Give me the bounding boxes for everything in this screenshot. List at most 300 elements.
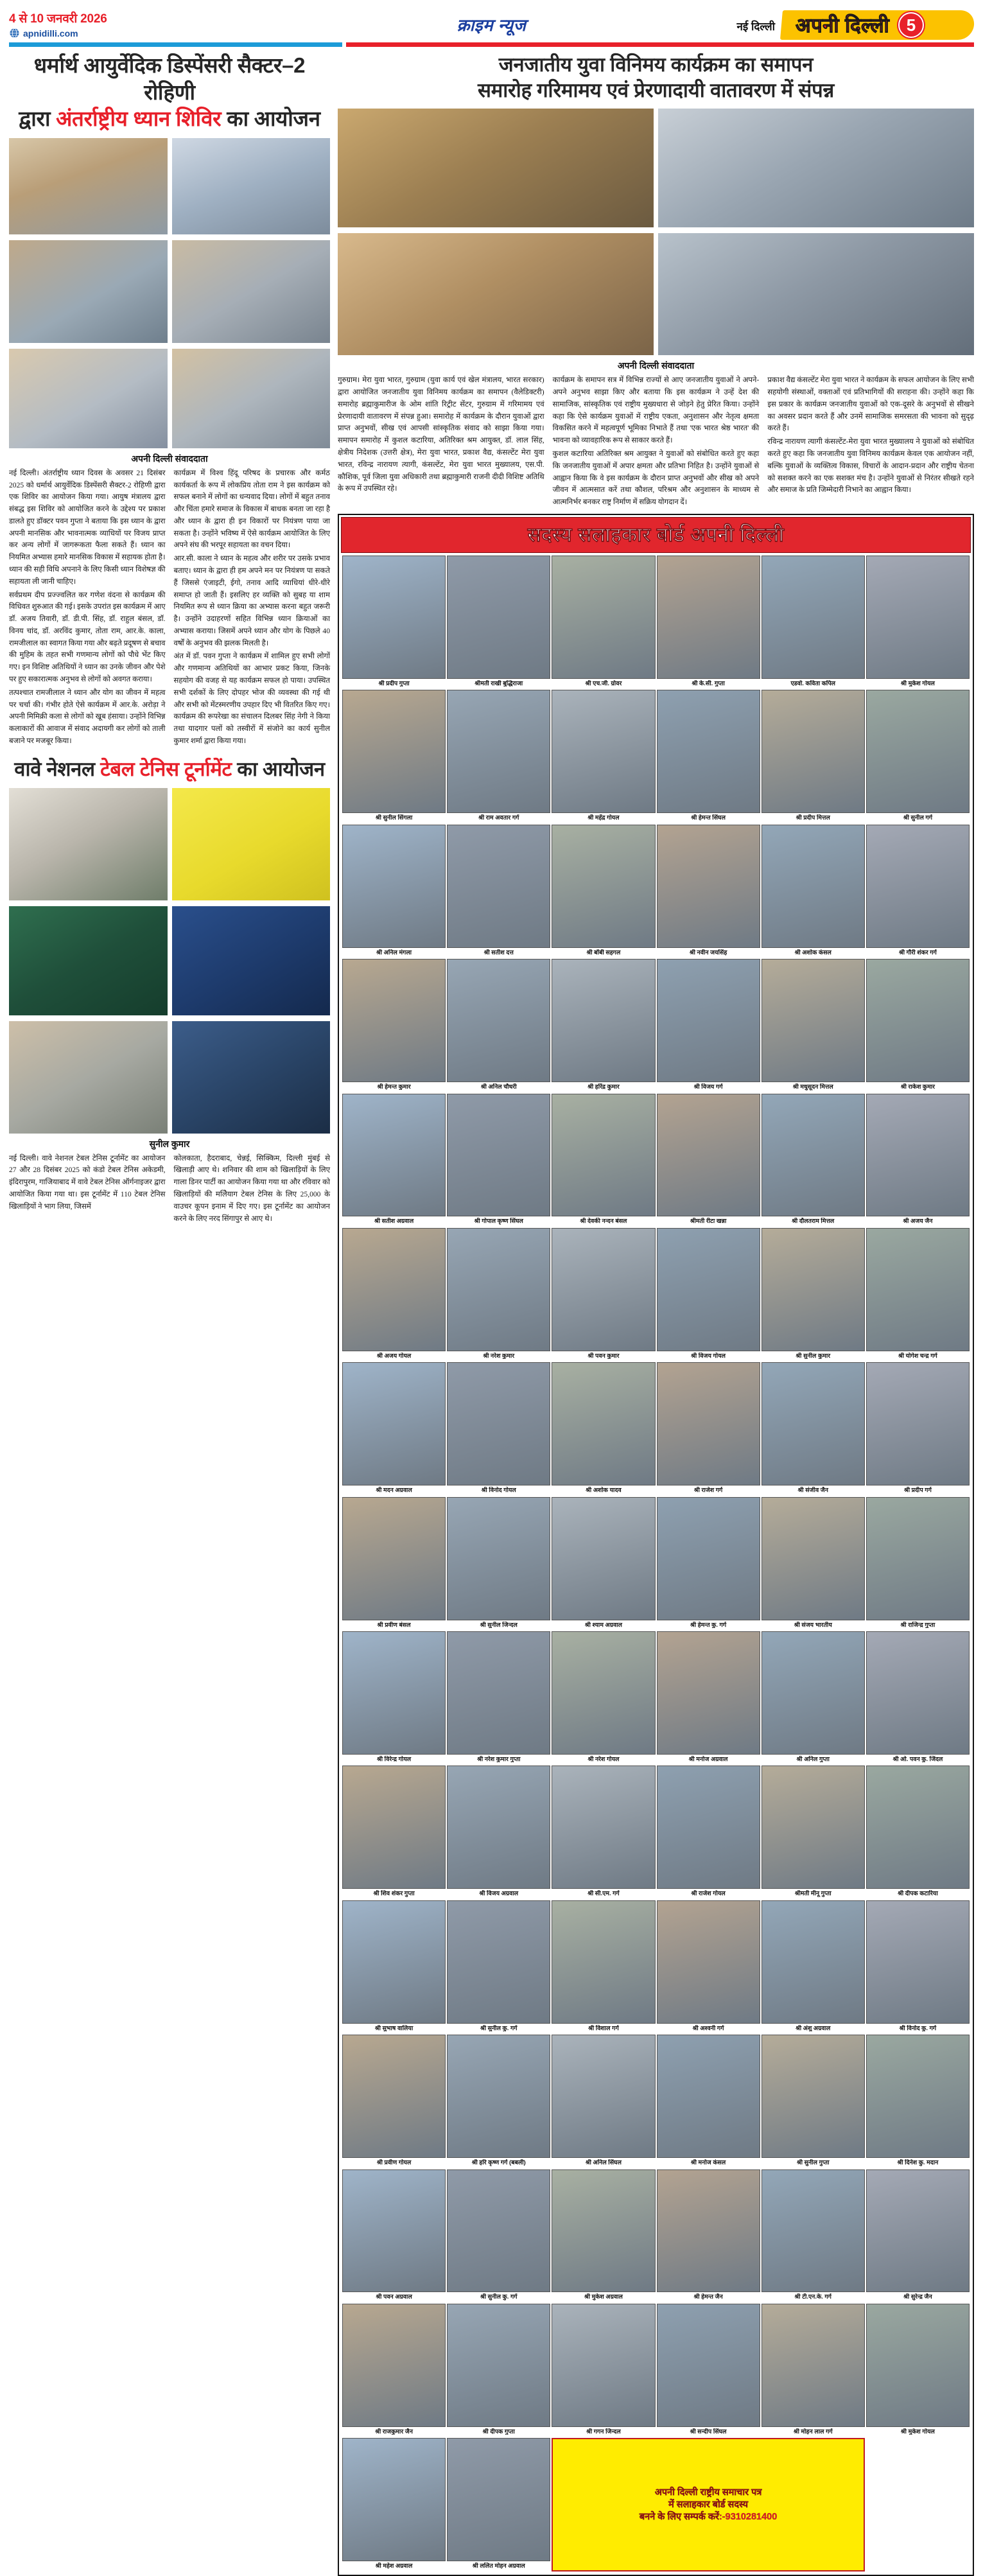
board-member-photo (761, 1631, 865, 1755)
board-member-photo (657, 556, 760, 679)
board-member-name: श्री विजय गर्ग (693, 1083, 723, 1090)
paragraph: गुरुग्राम। मेरा युवा भारत, गुरुग्राम (युवा कार्य एवं खेल मंत्रालय, भारत सरकार) द्वारा आयोजित जनजातीय युवा विनिमय कार्यक्रम का समापन (वैलेडिक्टरी) समारोह ब्रह्माकुमारीज के ओम शांति रिट्रीट सेंटर, गुरुग्राम में गरिमामय एवं प्रेरणादायी वातावरण में संपन्न हुआ। समारोह में कार्यक्रम के दौरान युवाओं द्वारा प्राप्त अनुभवों, सीख एवं आपसी सांस्कृतिक संवाद को साझा किया गया। समापन समारोह में कुशल कटारिया, अतिरिक्त श्रम आयुक्त, डॉ. लाल सिंह, क्षेत्रीय निदेशक (उत्तरी क्षेत्र), मेरा युवा भारत, प्रकाश वैद्य, कंसल्टेंट मेरा युवा भारत, रविन्द्र नारायण त्यागी, कंसल्टेंट, मेरा युवा भारत मुख्यालय, एस.पी. कौशिक, पूर्व जिला युवा अधिकारी तथा ब्रह्माकुमारी राजनी दीदी विशिष्ट अतिथि के रूप में उपस्थित रहे। (338, 376, 544, 493)
board-member-photo (761, 2304, 865, 2427)
board-member (447, 2035, 550, 2168)
board-member (866, 690, 970, 823)
board-member-photo (866, 2169, 970, 2293)
board-member (447, 690, 550, 823)
board-member-name: श्री पवन कुमार (587, 1352, 620, 1359)
board-member-photo (342, 2035, 446, 2158)
board-member (657, 2169, 760, 2302)
board-member-photo (552, 2304, 655, 2427)
board-member (552, 690, 655, 823)
board-member (552, 1631, 655, 1764)
board-member-photo (657, 1228, 760, 1351)
board-member-photo (342, 2438, 446, 2561)
board-member-name: श्री अनिल गुप्ता (796, 1755, 830, 1762)
board-member-photo (552, 959, 655, 1082)
board-member-photo (342, 2304, 446, 2427)
board-member-photo (761, 1766, 865, 1889)
board-member-photo (761, 2035, 865, 2158)
board-member-photo (866, 1094, 970, 1217)
board-member (657, 690, 760, 823)
board-member (552, 2035, 655, 2168)
board-member (761, 2169, 865, 2302)
board-member (552, 1766, 655, 1898)
board-member-photo (866, 2035, 970, 2158)
board-member (866, 1362, 970, 1495)
board-member (342, 1362, 446, 1495)
paragraph: रविन्द्र नारायण त्यागी कंसल्टेंट-मेरा युवा भारत मुख्यालय ने युवाओं को संबोधित करते हुए कहा कि जनजातीय युवा विनिमय कार्यक्रम केवल एक आयोजन नहीं, बल्कि युवाओं के व्यक्तित्व विकास, विचारों के आदान-प्रदान और राष्ट्रीय चेतना को सशक्त करने का एक सशक्त मंच है। उन्होंने युवाओं से निरंतर सीखते रहने और समाज के प्रति जिम्मेदारी निभाने का आह्वान किया। (767, 437, 974, 495)
board-member-name: श्री नवीन जयसिंह (689, 949, 727, 956)
board-member-name: श्री अश्वनी गर्ग (692, 2024, 724, 2031)
board-member (761, 959, 865, 1092)
board-member-photo (342, 959, 446, 1082)
board-member-photo (866, 2304, 970, 2427)
board-member-name: श्री अनिल सिंघल (585, 2159, 622, 2166)
board-member (866, 1497, 970, 1630)
board-member (866, 1094, 970, 1227)
board-member (761, 1228, 865, 1361)
board-member (447, 1094, 550, 1227)
left-headline-line2-pre: द्वारा (19, 107, 57, 131)
board-member (866, 1900, 970, 2033)
board-member-name: श्री राजेश गोयल (691, 1890, 726, 1897)
board-member-name: श्री प्रदीप गर्ग (903, 1487, 932, 1494)
board-member-photo (342, 1094, 446, 1217)
photo-tt-group (172, 1021, 331, 1134)
board-member-photo (657, 959, 760, 1082)
board-member (657, 2304, 760, 2437)
board-member-name: श्री पवन अग्रवाल (376, 2293, 412, 2300)
board-member-name: श्रीमती राखी बुद्धिराजा (474, 679, 523, 687)
board-member-photo (552, 1228, 655, 1351)
board-member (342, 556, 446, 688)
board-member-name: श्री सुनील कु. गर्ग (480, 2024, 518, 2031)
board-member-photo (761, 1362, 865, 1485)
board-member-name: श्री हेमन्त कुमार (377, 1083, 411, 1090)
masthead-right (736, 10, 974, 40)
board-member-photo (552, 1094, 655, 1217)
board-member (761, 1900, 865, 2033)
board-member (866, 2304, 970, 2437)
rule-blue (9, 42, 342, 47)
board-member-name: श्रीमती मीनू गुप्ता (794, 1890, 831, 1897)
left-photo-row-3 (9, 349, 330, 448)
board-member (761, 1631, 865, 1764)
board-member-photo (761, 690, 865, 813)
right-photo-row-2 (338, 233, 974, 355)
board-member-name: श्री हेमन्त कु. गर्ग (690, 1621, 727, 1628)
left-body-text (9, 468, 330, 749)
board-member-photo (657, 2304, 760, 2427)
board-member-photo (447, 2169, 550, 2293)
board-member (657, 1900, 760, 2033)
board-member-photo (447, 959, 550, 1082)
tt-photo-row-3 (9, 1021, 330, 1134)
advisory-board-title: सदस्य सलाहकार बोर्ड अपनी दिल्ली (341, 517, 971, 553)
board-member-name: श्री सतीश अग्रवाल (374, 1218, 414, 1225)
board-member (447, 1631, 550, 1764)
board-member-photo (657, 1900, 760, 2024)
left-photo-row-2 (9, 240, 330, 343)
board-member-name: श्री विरेन्द्र गोयल (377, 1755, 412, 1762)
board-member-name: श्री सतीश दत्त (483, 949, 514, 956)
board-member-name: श्री मनोज अग्रवाल (688, 1755, 728, 1762)
masthead (9, 0, 974, 40)
board-member (657, 1631, 760, 1764)
board-member-photo (552, 1362, 655, 1485)
board-member (447, 1362, 550, 1495)
board-member-name: श्री संजीव जैन (797, 1487, 828, 1494)
board-member-name: श्री गौरी शंकर गर्ग (899, 949, 937, 956)
board-member (552, 1362, 655, 1495)
board-member-name: श्री के.सी. गुप्ता (692, 679, 725, 687)
board-member-photo (657, 1094, 760, 1217)
board-member (447, 1900, 550, 2033)
board-member-photo (552, 2035, 655, 2158)
tt-byline: सुनील कुमार (149, 1138, 190, 1149)
advisory-board-panel (338, 514, 974, 2576)
website-url[interactable]: apnidilli.com (23, 28, 78, 39)
board-member-name: श्री सुरेन्द्र जैन (903, 2293, 932, 2300)
paragraph: कुशल कटारिया अतिरिक्त श्रम आयुक्त ने युवाओं को संबोधित करते हुए कहा कि जनजातीय युवाओं में अपार क्षमता और प्रतिभा निहित है। उन्होंने युवाओं से आह्वान किया कि वे इस कार्यक्रम के दौरान प्राप्त अनुभवों और सीख को अपने जीवन में आत्मसात करें तथा कौशल, परिश्रम और अनुशासन के माध्यम से आत्मनिर्भर बनकर राष्ट्र निर्माण में सक्रिय योगदान दें। (552, 450, 760, 507)
board-member-photo (447, 1631, 550, 1755)
board-member-photo (342, 825, 446, 948)
board-member-name: एडवो. कविता कपिल (790, 679, 836, 687)
board-member-name: श्री हेमन्त सिंघल (691, 814, 726, 821)
website-block (9, 28, 107, 39)
left-headline-line2-red: अंतर्राष्ट्रीय ध्यान शिविर (56, 107, 222, 131)
board-member-name: श्री प्रवीण गोयल (376, 2159, 412, 2166)
board-member (657, 1362, 760, 1495)
right-headline-line1: जनजातीय युवा विनिमय कार्यक्रम का समापन (498, 53, 813, 76)
board-member (866, 556, 970, 688)
tt-headline-pre: वावे नेशनल (14, 757, 101, 780)
board-member (447, 1766, 550, 1898)
board-member-photo (342, 1900, 446, 2024)
board-member (342, 1228, 446, 1361)
board-member (866, 1631, 970, 1764)
board-member-name: श्री बॉबी सहगल (586, 949, 621, 956)
board-member-photo (761, 556, 865, 679)
board-member-photo (761, 1228, 865, 1351)
edition-city: नई दिल्ली (736, 21, 775, 33)
right-headline-line2: समारोह गरिमामय एवं प्रेरणादायी वातावरण में संपन्न (477, 78, 835, 101)
board-member-photo (761, 825, 865, 948)
board-member (552, 1900, 655, 2033)
paragraph: कार्यक्रम के समापन सत्र में विभिन्न राज्यों से आए जनजातीय युवाओं ने अपने-अपने अनुभव साझा किए और बताया कि इस कार्यक्रम ने उन्हें देश की सामाजिक, सांस्कृतिक एवं राष्ट्रीय मुख्यधारा से जोड़ने हेतु प्रेरित किया। उन्होंने कहा कि ऐसे कार्यक्रम युवाओं में राष्ट्रीय एकता, अनुशासन और नेतृत्व क्षमता विकसित करने में महत्वपूर्ण भूमिका निभाते हैं तथा 'एक भारत श्रेष्ठ भारत' की भावना को व्यावहारिक रूप से साकार करते हैं। (552, 376, 760, 445)
top-rule (9, 42, 974, 47)
board-member-photo (866, 1228, 970, 1351)
tt-photo-row-1 (9, 788, 330, 900)
board-member (866, 959, 970, 1092)
board-member-name: श्री प्रदीप मित्तल (796, 814, 830, 821)
board-member-photo (447, 825, 550, 948)
right-body-text (338, 374, 974, 509)
board-member-name: श्री दीपक गुप्ता (482, 2428, 515, 2435)
board-member (447, 959, 550, 1092)
board-member-photo (447, 1228, 550, 1351)
left-headline (9, 52, 330, 132)
right-column (338, 52, 974, 2576)
board-member-photo (447, 2304, 550, 2427)
board-member-photo (761, 959, 865, 1082)
board-member-name: श्री ललित मोहन अग्रवाल (472, 2563, 525, 2570)
board-member-photo (866, 1631, 970, 1755)
board-member-name: श्री राजिन्द्र गुप्ता (900, 1621, 935, 1628)
board-member (761, 556, 865, 688)
left-photo-row-1 (9, 138, 330, 234)
photo-audience-hands-up (9, 349, 168, 448)
board-member (761, 1497, 865, 1630)
board-member-photo (866, 1900, 970, 2024)
content-columns (9, 52, 974, 2576)
table-tennis-headline (9, 755, 330, 782)
board-member-name: श्री ओ. पवन कु. जिंदल (892, 1755, 943, 1762)
board-member-name: श्री नरेश कुमार गुप्ता (477, 1755, 521, 1762)
tt-headline-post: का आयोजन (231, 757, 325, 780)
paragraph: कार्यक्रम में विश्व हिंदू परिषद के प्रचारक और कर्मठ कार्यकर्ता के रूप में लोकप्रिय तोता राम ने इस कार्यक्रम को सफल बनाने में लोगों का धन्यवाद दिया। लोगों में बहुत तनाव और चिंता हमारे समाज के विकास में बाधक बनता जा रहा है और ध्यान के द्वारा ही इन विकारों पर नियंत्रण पाया जा सकता है। उन्होंने भविष्य में ऐसे कार्यक्रम आयोजित के लिए अपने संघ की भरपूर सहायता का वचन दिया। (173, 468, 330, 550)
paragraph: सर्वप्रथम दीप प्रज्ज्वलित कर गणेश वंदना से कार्यक्रम की विधिवत शुरुआत की गई। इसके उपरांत इस कार्यक्रम में आए डॉ. अजय तिवारी, डॉ. डी.पी. सिंह, डॉ. राहुल बंसल, डॉ. विनय चांद, डॉ. अरविंद कुमार, तोता राम, आर.के. काला, रामजीलाल का स्वागत किया गया और बढ़ते प्रदूषण से बचाव की मुहिम के तहत सभी गणमान्य लोगों को पौधे भेंट किए गए। इन विशिष्ट अतिथियों ने ध्यान का उनके जीवन और पेशे पर हुए सकारात्मक अनुभव से लोगों को अवगत कराया। (9, 590, 166, 684)
board-member-name: श्री प्रवीण बंसल (377, 1621, 411, 1628)
photo-dignitaries-stage (658, 109, 974, 227)
board-member (866, 2035, 970, 2168)
left-column (9, 52, 330, 2576)
board-member-photo (552, 1631, 655, 1755)
board-member-photo (552, 1497, 655, 1620)
photo-meditation-speaker (9, 138, 168, 234)
board-member-name: श्री सुनील कुमार (796, 1352, 831, 1359)
board-member (447, 2438, 550, 2571)
board-member-photo (342, 556, 446, 679)
board-member (657, 1094, 760, 1227)
board-member (657, 1766, 760, 1898)
board-member-name: श्री विजय अग्रवाल (479, 1890, 519, 1897)
board-member (447, 1228, 550, 1361)
board-member-name: श्री गोपाल कृष्ण सिंघल (474, 1218, 523, 1225)
board-member (657, 1228, 760, 1361)
advisory-contact-box[interactable] (552, 2438, 865, 2571)
board-member-name: श्री महेंद्र गोयल (587, 814, 620, 821)
board-member (866, 2169, 970, 2302)
board-member-photo (657, 690, 760, 813)
board-member-name: श्री हेमन्त जैन (693, 2293, 723, 2300)
board-member-name: श्री विनोद गोयल (481, 1487, 516, 1494)
board-member-name: श्री सुभाष वालिया (374, 2024, 413, 2031)
board-member-photo (866, 1766, 970, 1889)
contact-line: अपनी दिल्ली राष्ट्रीय समाचार पत्र (654, 2487, 762, 2498)
board-member-photo (447, 2438, 550, 2561)
board-member-name: श्री विशाल गर्ग (588, 2024, 619, 2031)
board-member-photo (342, 1631, 446, 1755)
logo-text: अपनी दिल्ली (796, 14, 890, 37)
board-member-photo (447, 556, 550, 679)
photo-seated-guests (172, 240, 331, 343)
board-member (342, 1631, 446, 1764)
photo-tt-prize-giving (172, 906, 331, 1015)
board-member-name: श्री शिव शंकर गुप्ता (373, 1890, 415, 1897)
board-member-photo (342, 1362, 446, 1485)
board-member (761, 2304, 865, 2437)
board-member-name: श्री अजय जैन (903, 1218, 933, 1225)
board-member-photo (761, 1900, 865, 2024)
photo-tribal-youth-group (338, 233, 654, 355)
board-member (761, 2035, 865, 2168)
board-member (657, 959, 760, 1092)
board-member-photo (657, 2169, 760, 2293)
photo-audience-hall (658, 233, 974, 355)
board-member-name: श्री मनोज कंसल (690, 2159, 726, 2166)
board-member-name: श्री मुकेश गोयल (900, 679, 935, 687)
board-member (657, 825, 760, 958)
board-member-photo (342, 690, 446, 813)
board-member (342, 2169, 446, 2302)
photo-tribal-dance (338, 109, 654, 227)
board-member (447, 2169, 550, 2302)
masthead-left (9, 10, 107, 40)
board-member-name: श्री मुकेश अग्रवाल (584, 2293, 623, 2300)
board-member-photo (866, 1497, 970, 1620)
left-headline-line1: धर्मार्थ आयुर्वेदिक डिस्पेंसरी सैक्टर–2 रोहिणी (33, 53, 306, 104)
left-headline-line2-post: का आयोजन (221, 107, 320, 131)
board-member-photo (447, 1766, 550, 1889)
board-member-name: श्री विनोद कु. गर्ग (899, 2024, 937, 2031)
board-member (866, 825, 970, 958)
board-member (761, 1766, 865, 1898)
board-member (342, 825, 446, 958)
board-member-name: श्री सुनील गर्ग (903, 814, 932, 821)
board-member (342, 1900, 446, 2033)
board-member-photo (657, 1631, 760, 1755)
board-member-name: श्री राजकुमार जैन (375, 2428, 413, 2435)
paragraph: कोलकाता, हैदराबाद, चेन्नई, सिक्किम, दिल्ली मुंबई से खिलाड़ी आए थे। शनिवार की शाम को खिलाड़ियों के लिए गाला डिनर पार्टी का आयोजन किया गया था और रविवार को खिलाड़ियों की मलेियाग टेबल टेनिस के लिए 25,000 के वाउचर कूपन इनाम में दिए गए। इस टूर्नामेंट का आयोजन करने के लिए नरद सिंगापुर से आए थे। (173, 1153, 330, 1223)
board-member-name: श्री सुनील सिंगला (375, 814, 413, 821)
paragraph: नई दिल्ली। वावे नेशनल टेबल टेनिस टूर्नामेंट का आयोजन 27 और 28 दिसंबर 2025 को कंडो टेबल टेनिस अकेडमी, इंदिरापुरम, गाजियाबाद में वावे टेबल टेनिस ऑर्गनाइजर द्वारा आयोजित किया गया था। इस टूर्नामेंट में 110 टेबल टेनिस खिलाड़ियों ने भाग लिया, जिसमें (9, 1153, 166, 1211)
board-member-name: श्री हरिंद्र कुमार (587, 1083, 620, 1090)
board-member-photo (866, 825, 970, 948)
board-member (657, 556, 760, 688)
board-member (657, 1497, 760, 1630)
board-member (447, 825, 550, 958)
paragraph: आर.सी. काला ने ध्यान के महत्व और शरीर पर उसके प्रभाव बताए। ध्यान के द्वारा ही हम अपने मन पर नियंत्रण पा सकते हैं जिससे एंजाइटी, ईगो, तनाव आदि व्याधियां धीरे-धीरे समाप्त हो जाती हैं। इसलिए हर व्यक्ति को सुबह या शाम नियमित रूप से ध्यान क्रिया का अभ्यास करना बहुत जरूरी है। उन्होंने उदाहरणों सहित विभिन्न ध्यान क्रियाओं का अभ्यास कराया। जिसमें अपने ध्यान और योग के पिछले 40 वर्षों के अनुभव की झलक मिलती है। (173, 554, 330, 647)
board-member (342, 2438, 446, 2571)
board-member-name: श्री अजय गोयल (376, 1352, 412, 1359)
board-member (552, 825, 655, 958)
board-member-name: श्री अनिल मंगला (376, 949, 412, 956)
board-member-photo (552, 825, 655, 948)
board-member-photo (657, 1766, 760, 1889)
board-member (866, 1228, 970, 1361)
right-headline (338, 52, 974, 103)
tt-headline-red: टेबल टेनिस टूर्नामेंट (100, 757, 232, 780)
board-member (447, 556, 550, 688)
board-member-name: श्री मधुसूदन मित्तल (792, 1083, 833, 1090)
board-member (342, 959, 446, 1092)
board-member-name: श्री राजेश गर्ग (693, 1487, 723, 1494)
board-member-name: श्री विजय गोयल (691, 1352, 726, 1359)
board-member-name: श्री नरेश कुमार (483, 1352, 515, 1359)
board-member (552, 1228, 655, 1361)
tt-photo-row-2 (9, 906, 330, 1015)
board-member-name: श्री श्याम अग्रवाल (584, 1621, 622, 1628)
board-member-name: श्रीमती रीटा खन्ना (690, 1218, 727, 1225)
tt-body-text (9, 1153, 330, 1225)
photo-tt-medal-ceremony (9, 906, 168, 1015)
board-member-name: श्री गगन जिन्दल (586, 2428, 621, 2435)
board-member-photo (447, 1094, 550, 1217)
board-member (552, 1497, 655, 1630)
board-member-name: श्री राकेश कुमार (900, 1083, 935, 1090)
board-member-photo (866, 690, 970, 813)
board-member-name: श्री सुनील कु. गर्ग (480, 2293, 518, 2300)
board-member-name: श्री सुनील जिन्दल (480, 1621, 518, 1628)
board-member (342, 1497, 446, 1630)
photo-garland-guest (9, 240, 168, 343)
board-member-name: श्री राम अवतार गर्ग (478, 814, 519, 821)
right-photo-row-1 (338, 109, 974, 227)
board-member-photo (657, 1362, 760, 1485)
board-member-name: श्री अनिल चौधरी (480, 1083, 517, 1090)
board-member-name: श्री प्रदीप गुप्ता (378, 679, 410, 687)
board-member-photo (761, 2169, 865, 2293)
photo-tt-jersey (172, 788, 331, 900)
board-member (342, 2304, 446, 2437)
board-member-name: श्री एच.जी. ग्रोवर (585, 679, 622, 687)
board-member (657, 2035, 760, 2168)
board-member-photo (342, 2169, 446, 2293)
board-member (866, 1766, 970, 1898)
board-member-name: श्री दिनेश कु. मदान (897, 2159, 939, 2166)
board-member-photo (866, 959, 970, 1082)
board-member (342, 1766, 446, 1898)
board-member-name: श्री सी.एम. गर्ग (587, 1890, 620, 1897)
board-member-photo (342, 1766, 446, 1889)
board-member-name: श्री देवकी नन्दन बंसल (580, 1218, 627, 1225)
paragraph: अंत में डॉ. पवन गुप्ता ने कार्यक्रम में शामिल हुए सभी लोगों और गणमान्य अतिथियों का आभार प्रकट किया, जिनके सहयोग की वजह से यह कार्यक्रम सफल हो पाया। उपस्थित सभी दर्शकों के लिए दोपहर भोज की व्यवस्था की गई थी और सभी को मेंटस्मरणीय उपहार दिए भी वितरित किए गए। कार्यक्रम की रूपरेखा का संचालन दिलबर सिंह नेगी ने किया तथा यादगार पलों को तस्वीरों में संजोने का कार्य सुनील कुमार शर्मा द्वारा किया गया। (173, 652, 330, 745)
board-member-name: श्री संजय भारतीय (794, 1621, 832, 1628)
board-member-name: श्री मोहन लाल गर्ग (793, 2428, 833, 2435)
globe-icon (9, 28, 20, 39)
board-member-photo (447, 1497, 550, 1620)
board-member-name: श्री टी.एन.के. गर्ग (794, 2293, 831, 2300)
board-member-photo (447, 690, 550, 813)
newspaper-logo (780, 10, 975, 40)
paragraph: प्रकाश वैद्य कंसल्टेंट मेरा युवा भारत ने कार्यक्रम के सफल आयोजन के लिए सभी सहयोगी संस्थाओं, वक्ताओं एवं प्रतिभागियों की सराहना की। उन्होंने कहा कि इस प्रकार के कार्यक्रम जनजातीय युवाओं को एक-दूसरे के अनुभवों से सीखने का अवसर प्रदान करते हैं और उनमें सामाजिक समरसता की भावना को सुदृढ़ करते हैं। (767, 376, 974, 433)
board-member (761, 825, 865, 958)
board-member-photo (552, 690, 655, 813)
board-member (447, 1497, 550, 1630)
board-member-name: श्री मदन अग्रवाल (376, 1487, 412, 1494)
rule-red (346, 42, 974, 47)
photo-banner-stage (172, 138, 331, 234)
board-member-photo (552, 556, 655, 679)
advisory-board-grid (341, 553, 971, 2573)
board-member (552, 1094, 655, 1227)
board-member-photo (342, 1228, 446, 1351)
board-member-name: श्री नरेश गोयल (587, 1755, 620, 1762)
board-member-name: श्री मुकेश गोयल (900, 2428, 935, 2435)
board-member (552, 2169, 655, 2302)
board-member-name: श्री अशोक कंसल (794, 949, 831, 956)
photo-tt-players-table (9, 788, 168, 900)
page-number-badge: 5 (898, 12, 924, 38)
board-member-name: श्री अशोक यादव (586, 1487, 622, 1494)
board-member (761, 1094, 865, 1227)
board-member-photo (552, 2169, 655, 2293)
board-member-name: श्री सुनील गुप्ता (796, 2159, 830, 2166)
board-member (761, 690, 865, 823)
